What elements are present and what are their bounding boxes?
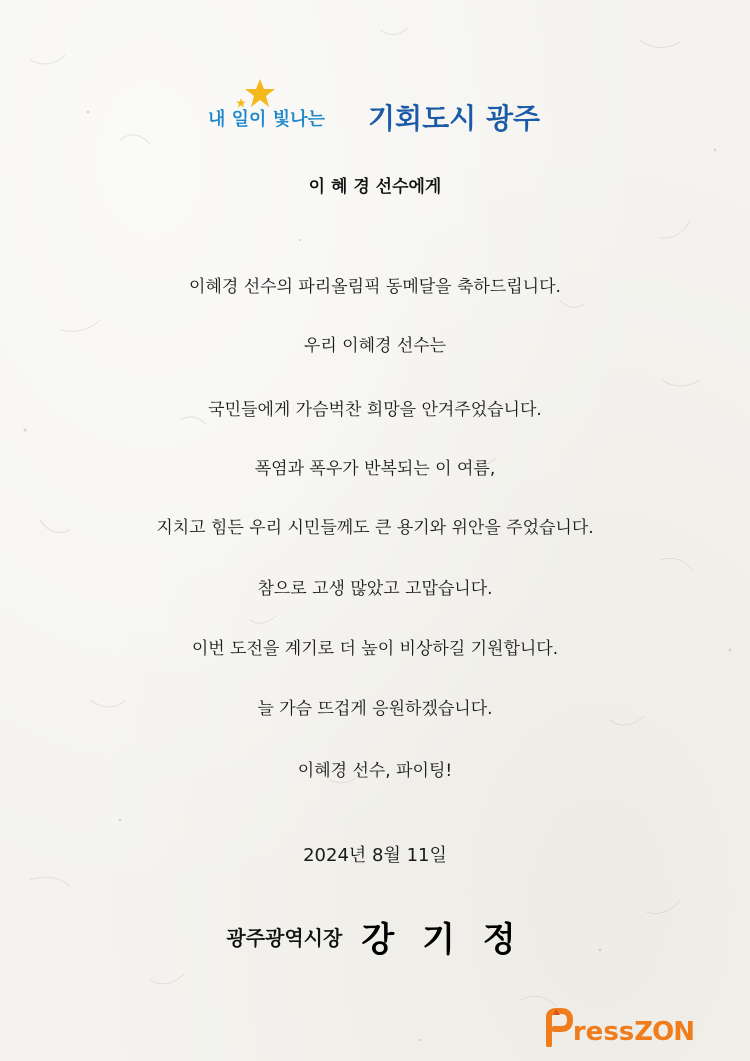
signer-title: 광주광역시장 xyxy=(226,926,343,950)
presszon-watermark xyxy=(543,1007,694,1051)
letter-line-8: 늘 가슴 뜨겁게 응원하겠습니다. xyxy=(257,699,493,719)
watermark-text-ress: ress xyxy=(572,1017,635,1047)
watermark-text-zon: ZON xyxy=(634,1017,694,1047)
letter-line-6: 참으로 고생 많았고 고맙습니다. xyxy=(257,579,493,599)
letter-line-7: 이번 도전을 계기로 더 높이 비상하길 기원합니다. xyxy=(191,639,559,659)
letter-signature xyxy=(0,912,750,961)
letter-line-1: 이혜경 선수의 파리올림픽 동메달을 축하드립니다. xyxy=(189,277,561,297)
letter-date: 2024년 8월 11일 xyxy=(303,845,447,866)
letter-line-4: 폭염과 폭우가 반복되는 이 여름, xyxy=(254,459,496,479)
letter-line-9: 이혜경 선수, 파이팅! xyxy=(297,761,453,781)
letter-recipient: 이 혜 경 선수에게 xyxy=(308,177,442,197)
letter-line-3: 국민들에게 가슴벅찬 희망을 안겨주었습니다. xyxy=(208,400,542,420)
logo-tagline: 내 일이 빛나는 xyxy=(208,109,325,130)
letter-line-2: 우리 이혜경 선수는 xyxy=(303,336,447,356)
city-slogan-logo xyxy=(0,78,750,138)
logo-city-name: 기회도시 광주 xyxy=(368,102,541,135)
presszon-p-logo-icon xyxy=(543,1007,573,1047)
letter-line-5: 지치고 힘든 우리 시민들께도 큰 용기와 위안을 주었습니다. xyxy=(156,518,594,538)
signer-name: 강 기 정 xyxy=(361,920,524,960)
